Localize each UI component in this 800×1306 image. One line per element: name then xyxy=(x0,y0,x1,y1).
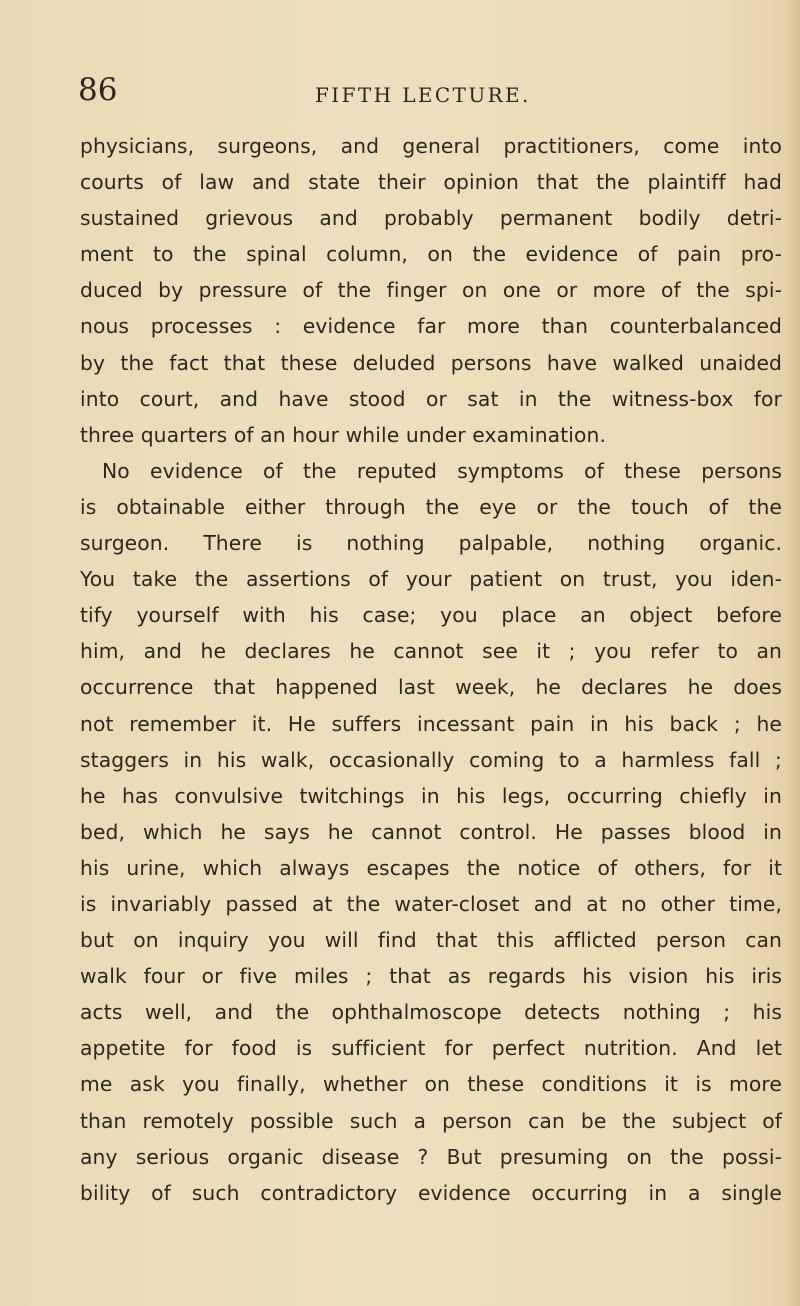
text-line: than remotely possible such a person can be the subject of xyxy=(80,1108,782,1133)
text-line: by the fact that these deluded persons have walked unaided xyxy=(80,350,782,375)
text-line: three quarters of an hour while under examination. xyxy=(80,422,607,447)
text-line: appetite for food is sufficient for perfect nutrition. And let xyxy=(80,1036,782,1061)
text-line: bed, which he says he cannot control. He passes blood in xyxy=(80,819,782,844)
text-line: duced by pressure of the finger on one or more of the spi- xyxy=(80,278,782,303)
text-line: any serious organic disease ? But presuming on the possi- xyxy=(80,1144,782,1169)
text-line: You take the assertions of your patient on trust, you iden- xyxy=(80,567,782,592)
text-line: is invariably passed at the water-closet and at no other time, xyxy=(80,891,782,916)
text-line: acts well, and the ophthalmoscope detects nothing ; his xyxy=(80,1000,782,1025)
text-line: walk four or five miles ; that as regards his vision his iris xyxy=(80,964,782,989)
text-line: he has convulsive twitchings in his legs, occurring chiefly in xyxy=(80,783,782,808)
page-header xyxy=(78,68,778,114)
text-line: is obtainable either through the eye or the touch of the xyxy=(80,494,782,519)
text-line: bility of such contradictory evidence occurring in a single xyxy=(80,1180,782,1205)
text-line: physicians, surgeons, and general practitioners, come into xyxy=(80,134,782,158)
text-line: not remember it. He suffers incessant pain in his back ; he xyxy=(80,711,782,736)
text-line: him, and he declares he cannot see it ; you refer to an xyxy=(80,639,782,664)
text-line: tify yourself with his case; you place an object before xyxy=(80,603,782,628)
page-number: 86 xyxy=(78,72,118,108)
text-line: me ask you finally, whether on these conditions it is more xyxy=(80,1072,782,1097)
text-line: ment to the spinal column, on the evidence of pain pro- xyxy=(80,242,782,267)
text-line: but on inquiry you will find that this afflicted person can xyxy=(80,928,782,953)
text-line: staggers in his walk, occasionally coming to a harmless fall ; xyxy=(80,747,782,772)
text-line: courts of law and state their opinion that the plaintiff had xyxy=(80,170,782,195)
text-line: his urine, which always escapes the notice of others, for it xyxy=(80,855,782,880)
paragraph-start-line: No evidence of the reputed symptoms of these persons xyxy=(102,458,782,483)
text-line: into court, and have stood or sat in the witness-box for xyxy=(80,386,782,411)
body-text xyxy=(80,128,782,1211)
text-line: surgeon. There is nothing palpable, nothing organic. xyxy=(80,531,782,556)
running-head: FIFTH LECTURE. xyxy=(315,83,531,107)
text-line: occurrence that happened last week, he declares he does xyxy=(80,675,782,700)
text-line: sustained grievous and probably permanent bodily detri- xyxy=(80,206,782,231)
text-line: nous processes : evidence far more than counterbalanced xyxy=(80,314,782,339)
page-edge-shadow xyxy=(786,0,800,1306)
